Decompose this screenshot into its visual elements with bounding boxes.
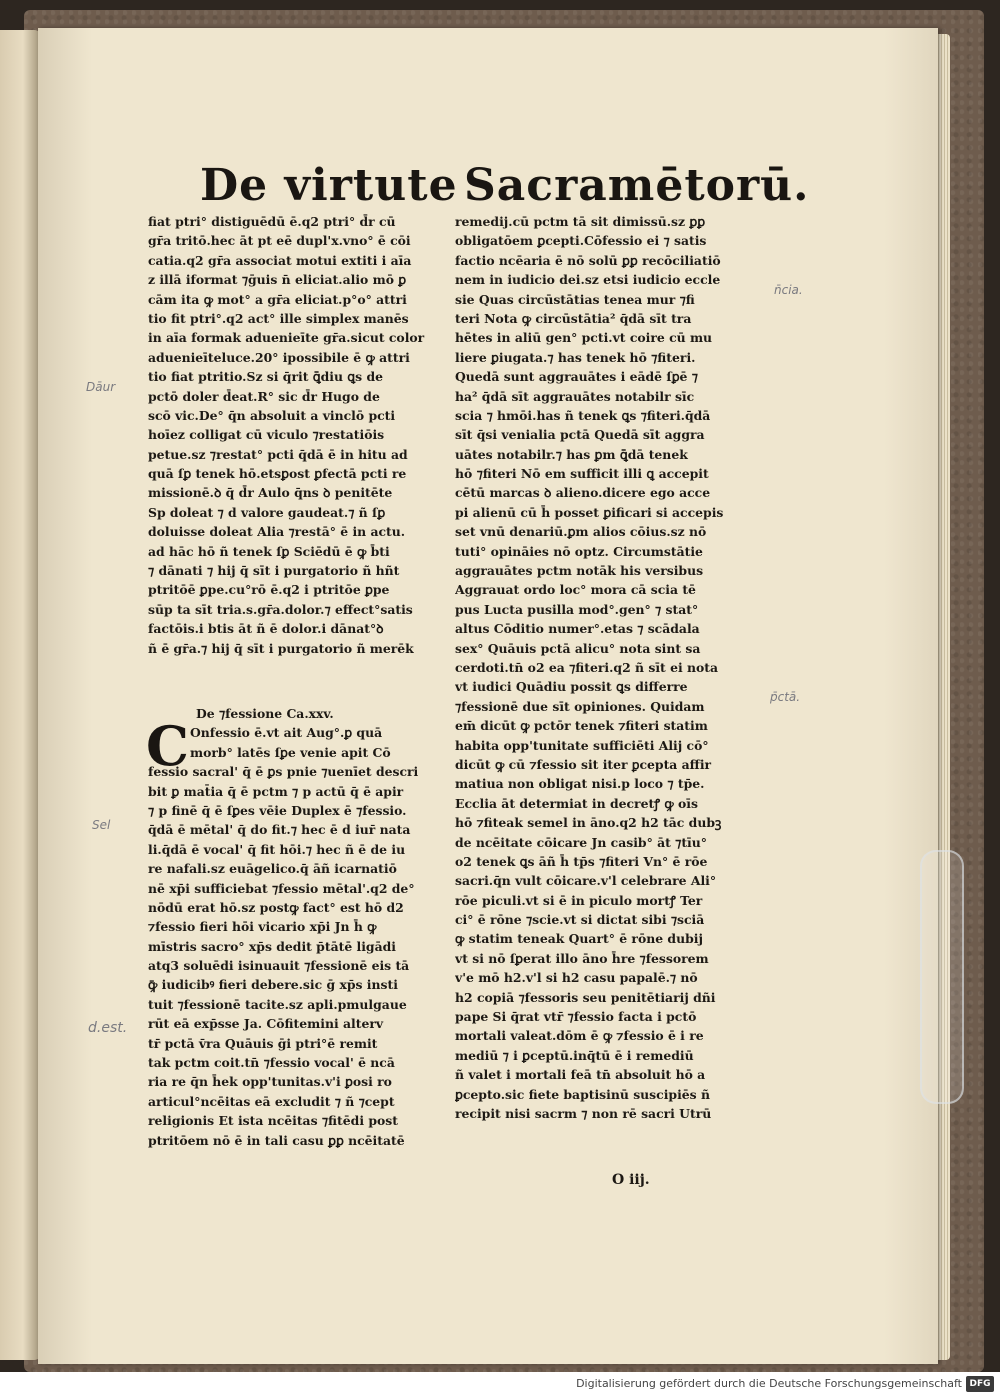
text-line: doluisse doleat Alia ⁊restā° ē in actu. [148,524,406,540]
text-line: Ecclia āt determiat in decretꝭ ꝙ oīs [455,795,698,811]
text-line: vt si nō ſꝑerat illo āno h̄re ⁊fessorem [455,950,709,966]
text-line: hō ⁊fiteri Nō em sufficit illi ꝗ accepit [455,466,709,482]
text-line: hō ⁊fiteak semel in āno.q2 h2 tāc dubꝫ [455,815,722,831]
text-line: atq3 soluēdi isinuauit ⁊fessionē eis tā [148,958,410,974]
text-line: De ⁊fessione Ca.xxv. [196,706,334,721]
text-line: scia ⁊ hmōi.has ñ tenek ꝗs ⁊fiteri.q̄dā [455,407,711,423]
text-line: dicūt ꝙ cū ⁊fessio sit iter ꝑcepta affir [455,756,712,772]
text-line: catia.q2 gr̄a associat motui extiti i aīa [148,252,412,268]
text-line: scō vic.De° q̄n absoluit a vinclō pcti [148,407,396,423]
footer-credit: Digitalisierung gefördert durch die Deutsche Forschungsgemeinschaft [576,1377,962,1390]
text-line: h2 copiā ⁊fessoris seu penitētiarij dñi [455,989,716,1005]
text-line: ꝙ̄ iudicibꝰ fieri debere.sic ḡ xp̄s insti [148,977,398,993]
text-line: ad hāc hō ñ tenek ſꝑ Sciēdū ē ꝙ b̄ti [148,543,390,559]
text-line: tuti° opināies nō optz. Circumstātie [455,543,703,559]
text-line: ⁊fessio fieri hōi vicario xp̄i Jn h̄ ꝙ [148,919,377,935]
text-line: Sp doleat ⁊ d valore gaudeat.⁊ ñ ſꝑ [148,504,386,520]
text-line: ci° ē rōne ⁊scie.vt si dictat sibi ⁊sciā [455,912,705,928]
heading-left: De virtute [200,160,458,211]
text-line: rūt eā exp̄sse Ja. Cōfitemini alterv [148,1016,384,1032]
text-line: o2 tenek ꝗs āñ h̄ tp̄s ⁊fiteri Vn° ē rōe [455,853,708,869]
text-line: tio fiat ptritio.Sz si q̄rit ꝗ̄diu ꝗs de [148,369,383,385]
text-line: obligatōem ꝑcepti.Cōfessio ei ⁊ satis [455,233,707,249]
text-line: morb° latēs ſꝑe venie apit Cō [190,744,391,760]
text-line: ñ valet i mortali feā tn̄ absoluit hō a [455,1067,706,1083]
text-line: aduenieīteluce.20° ipossibile ē ꝙ attri [148,349,410,365]
text-line: sex° Quāuis pctā alicu° nota sint sa [455,640,701,656]
text-line: tak pctm coit.tn̄ ⁊fessio vocal' ē ncā [148,1055,395,1071]
text-line: nē xp̄i sufficiebat ⁊fessio mētal'.q2 de° [148,880,415,896]
text-line: tr̄ pctā v̄ra Quāuis ḡi ptri°ē remit [148,1035,378,1051]
text-line: articul°ncēitas eā excludit ⁊ ñ ⁊cept [148,1093,395,1109]
text-line: teri Nota ꝙ circūstātia² q̄dā sīt tra [455,310,692,326]
text-line: gr̄a tritō.hec āt pt eē dupl'x.vno° ē cōi [148,233,411,249]
text-line: Onfessio ē.vt ait Aug°.ꝑ quā [190,725,383,741]
text-line: pctō doler d̄eat.R° sic d̄r Hugo de [148,388,380,404]
dfg-logo: DFG [966,1376,994,1392]
text-line: mortali valeat.dōm ē ꝙ ⁊fessio ē i re [455,1028,704,1044]
text-line: fiat ptri° distiguēdū ē.q2 ptri° d̄r cū [148,214,396,229]
left-page-edge [0,30,42,1360]
text-line: liere ꝑiugata.⁊ has tenek hō ⁊fiteri. [455,349,696,365]
text-line: aggrauātes pctm notāk his versibus [455,563,704,579]
text-line: mediū ⁊ i ꝑceptū.inq̄tū ē i remediū [455,1047,694,1063]
page-clip [920,850,964,1104]
text-line: pi alienū cū h̄ posset ꝑificari si accepis [455,504,724,520]
text-line: hoīez colligat cū viculo ⁊restatiōis [148,427,385,443]
text-line: vt iudici Quādiu possit ꝗs differre [455,679,688,695]
margin-note: d.est. [88,1020,128,1036]
text-line: ꝑcepto.sic fiete baptisinū suscipiēs ñ [455,1086,710,1102]
text-line: pus Lucta pusilla mod°.gen° ⁊ stat° [455,601,699,617]
text-line: sūp ta sīt tria.s.gr̄a.dolor.⁊ effect°satis [148,601,413,617]
text-line: ptritōem nō ē in tali casu ꝑꝑ ncēitatē [148,1132,405,1148]
text-line: nōdū erat hō.sz postꝙ fact° est hō d2 [148,899,404,915]
text-line: ha² q̄dā sīt aggrauātes notabilr sīc [455,388,695,404]
text-line: ñ ē gr̄a.⁊ hij q̄ sīt i purgatorio ñ merēk [148,640,414,656]
text-column-left-bottom [148,704,438,1150]
text-line: tuit ⁊fessionē tacite.sz apli.pmulgaue [148,996,407,1012]
text-line: cerdoti.tn̄ o2 ea ⁊fiteri.q2 ñ sīt ei nota [455,659,718,675]
text-line: factio ncēaria ē nō solū ꝑꝑ recōciliatiō [455,252,721,268]
margin-note: Dāur [86,380,116,394]
text-line: ⁊ p finē q̄ ē ſꝑes vēie Duplex ē ⁊fessio. [148,802,407,818]
text-line: em̄ dicūt ꝙ pctōr tenek ⁊fiteri statim [455,718,708,734]
text-line: mīstris sacro° xp̄s dedit p̄tātē ligādi [148,938,397,954]
text-line: uātes notabilr.⁊ has ꝑm ꝗ̄dā tenek [455,446,688,462]
text-column-left [148,212,438,658]
text-line: pape Si q̄rat vtr̄ ⁊fessio facta i pctō [455,1009,697,1025]
text-line: religionis Et ista ncēitas ⁊fitēdi post [148,1113,398,1129]
text-line: quā ſꝑ tenek hō.etsꝑost ꝑfectā pcti re [148,466,407,482]
text-line: hētes in aliū gen° pcti.vt coire cū mu [455,330,713,346]
text-line: ⁊ dānati ⁊ hij q̄ sīt i purgatorio ñ hñt [148,563,400,579]
text-line: fessio sacral' q̄ ē ꝑs pnie ⁊uenīet descri [148,764,419,780]
text-line: de ncēitate cōicare Jn casib° āt ⁊tīu° [455,834,707,850]
text-line: Aggrauat ordo loc° mora cā scia tē [455,582,696,598]
text-line: cām ita ꝙ mot° a gr̄a eliciat.p°o° attri [148,291,407,307]
page-edges [936,34,950,1360]
footer-bar [0,1372,1000,1397]
text-line: ptritōē ꝑpe.cu°rō ē.q2 i ptritōe ꝑpe [148,582,390,598]
text-line: ria re q̄n h̄ek opp'tunitas.v'i ꝑosi ro [148,1074,392,1090]
text-line: missionē.ꝺ q̄ d̄r Aulo q̄ns ꝺ penitēte [148,485,393,501]
text-line: q̄dā ē mētal' q̄ do fit.⁊ hec ē d iur̄ nata [148,822,411,838]
text-line: sīt q̄si venialia pctā Quedā sīt aggra [455,427,705,443]
initial-letter: C [146,714,189,778]
text-line: sacri.q̄n vult cōicare.v'l celebrare Ali° [455,873,717,889]
signature-mark: O iij. [612,1172,650,1188]
heading-right: Sacramētorū. [464,160,810,211]
text-column-right [455,212,755,1123]
text-line: matiua non obligat nisi.p loco ⁊ tp̄e. [455,776,705,792]
text-line: altus Cōditio numer°.etas ⁊ scādala [455,621,700,637]
margin-note: p̄ctā. [770,690,801,704]
text-line: re nafali.sz euāgelico.q̄ āñ icarnatiō [148,861,397,877]
text-line: set vnū denariū.ꝑm alios cōius.sz nō [455,524,707,540]
text-line: in aīa formak aduenieīte gr̄a.sicut color [148,330,425,346]
text-line: nem in iudicio dei.sz etsi iudicio eccle [455,272,721,288]
text-line: ⁊fessionē due sīt opiniones. Quidam [455,698,705,714]
text-line: petue.sz ⁊restat° pcti q̄dā ē in hitu ad [148,446,408,462]
text-line: remedij.cū pctm tā sit dimissū.sz ꝑꝑ [455,214,706,229]
text-line: factōis.i btis āt ñ ē dolor.i dānat°ꝺ [148,621,384,637]
text-line: habita opp'tunitate sufficiēti Alij cō° [455,737,709,753]
text-line: sie Quas circūstātias tenea mur ⁊fi [455,291,695,307]
text-line: recipit nisi sacrm ⁊ non rē sacri Utrū [455,1105,712,1121]
text-line: bit ꝑ mat̄ia q̄ ē pctm ⁊ p actū q̄ ē apir [148,783,404,799]
text-line: tio fit ptri°.q2 act° ille simplex manēs [148,310,409,326]
margin-note: Sel [92,818,111,832]
text-line: ꝙ statim teneak Quart° ē rōne dubij [455,931,703,947]
text-line: z illā iformat ⁊ḡuis n̄ eliciat.alio mō ꝑ [148,272,407,288]
margin-note: n̄cia. [774,283,803,297]
text-line: Quedā sunt aggrauātes i eādē ſꝑē ⁊ [455,369,698,385]
text-line: cētū marcas ꝺ alieno.dicere ego acce [455,485,711,501]
text-line: li.q̄dā ē vocal' q̄ fit hōi.⁊ hec ñ ē de iu [148,841,406,857]
text-line: v'e mō h2.v'l si h2 casu papalē.⁊ nō [455,970,698,986]
text-line: rōe piculi.vt si ē in piculo mortꝭ Ter [455,892,703,908]
